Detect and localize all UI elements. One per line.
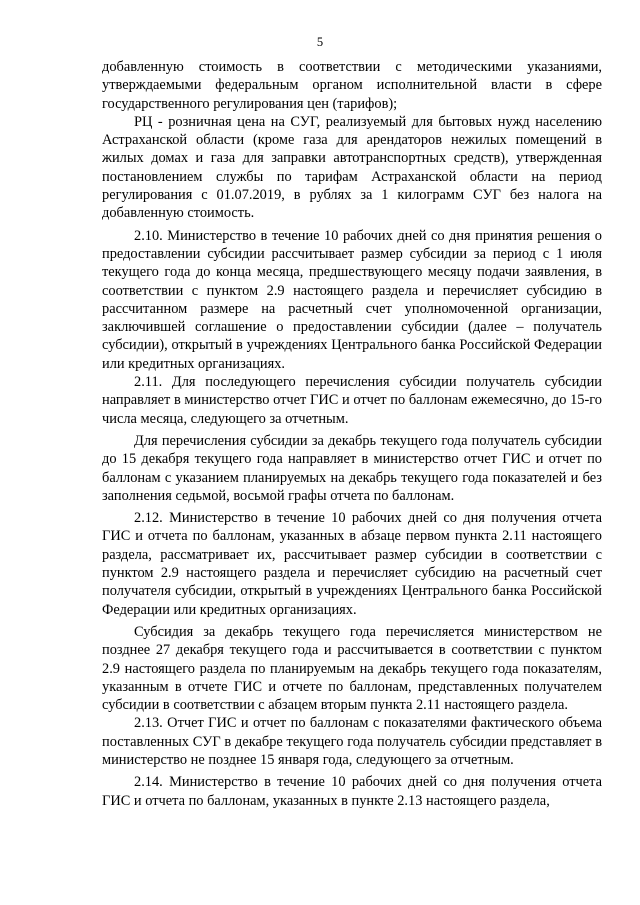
paragraph-2-14: 2.14. Министерство в течение 10 рабочих дней со дня получения отчета ГИС и отчета по баллонам, указанных в пункте 2.13 настоящего раздела, — [102, 774, 602, 809]
paragraph-2-12: 2.12. Министерство в течение 10 рабочих дней со дня получения отчета ГИС и отчета по баллонам, указанных в абзаце первом пункта 2.11 настоящего раздела, рассматривает их, рассчитывает размер субсидии в соответствии с пунктом 2.9 настоящего раздела и перечисляет субсидию на расчетный счет получателя субсидии, открытый в учреждениях Центрального банка Российской Федерации или кредитных организациях. — [102, 510, 602, 618]
paragraph-rc-definition: РЦ - розничная цена на СУГ, реализуемый для бытовых нужд населению Астраханской области (кроме газа для арендаторов нежилых помещений в жилых домах и газа для заправки автотранспортных средств), утвержденная постановлением службы по тарифам Астраханской области на период регулирования с 01.07.2019, в рублях за 1 килограмм СУГ без налога на добавленную стоимость. — [102, 113, 602, 222]
paragraph-2-10: 2.10. Министерство в течение 10 рабочих дней со дня принятия решения о предоставлении субсидии рассчитывает размер субсидии за период с 1 июля текущего года до конца месяца, предшествующего месяцу подачи заявления, в соответствии с пунктом 2.9 настоящего раздела и перечисляет субсидию в рассчитанном размере на расчетный счет уполномоченной организации, заключившей соглашение о предоставлении субсидии (далее – получатель субсидии), открытый в учреждениях Центрального банка Российской Федерации или кредитных организациях. — [102, 227, 602, 372]
paragraph-definition-continuation: добавленную стоимость в соответствии с методическими указаниями, утверждаемыми федеральным органом исполнительной власти в сфере государственного регулирования цен (тарифов); — [102, 59, 602, 112]
document-body — [102, 58, 602, 810]
paragraph-2-13: 2.13. Отчет ГИС и отчет по баллонам с показателями фактического объема поставленных СУГ в декабре текущего года получатель субсидии представляет в министерство не позднее 15 января года, следующего за отчетным. — [102, 715, 602, 768]
page-number: 5 — [316, 35, 324, 49]
paragraph-december-transfer: Для перечисления субсидии за декабрь текущего года получатель субсидии до 15 декабря текущего года направляет в министерство отчет ГИС и отчет по баллонам с указанием планируемых на декабрь текущего года показателей и без заполнения седьмой, восьмой графы отчета по баллонам. — [102, 432, 602, 504]
paragraph-2-11: 2.11. Для последующего перечисления субсидии получатель субсидии направляет в министерство отчет ГИС и отчет по баллонам ежемесячно, до 15-го числа месяца, следующего за отчетным. — [102, 374, 602, 427]
paragraph-december-subsidy: Субсидия за декабрь текущего года перечисляется министерством не позднее 27 декабря текущего года и рассчитывается в соответствии с пунктом 2.9 настоящего раздела по планируемым на декабрь текущего года показателям, указанным в отчете ГИС и отчете по баллонам, представленных получателем субсидии в соответствии с абзацем вторым пункта 2.11 настоящего раздела. — [102, 623, 602, 714]
